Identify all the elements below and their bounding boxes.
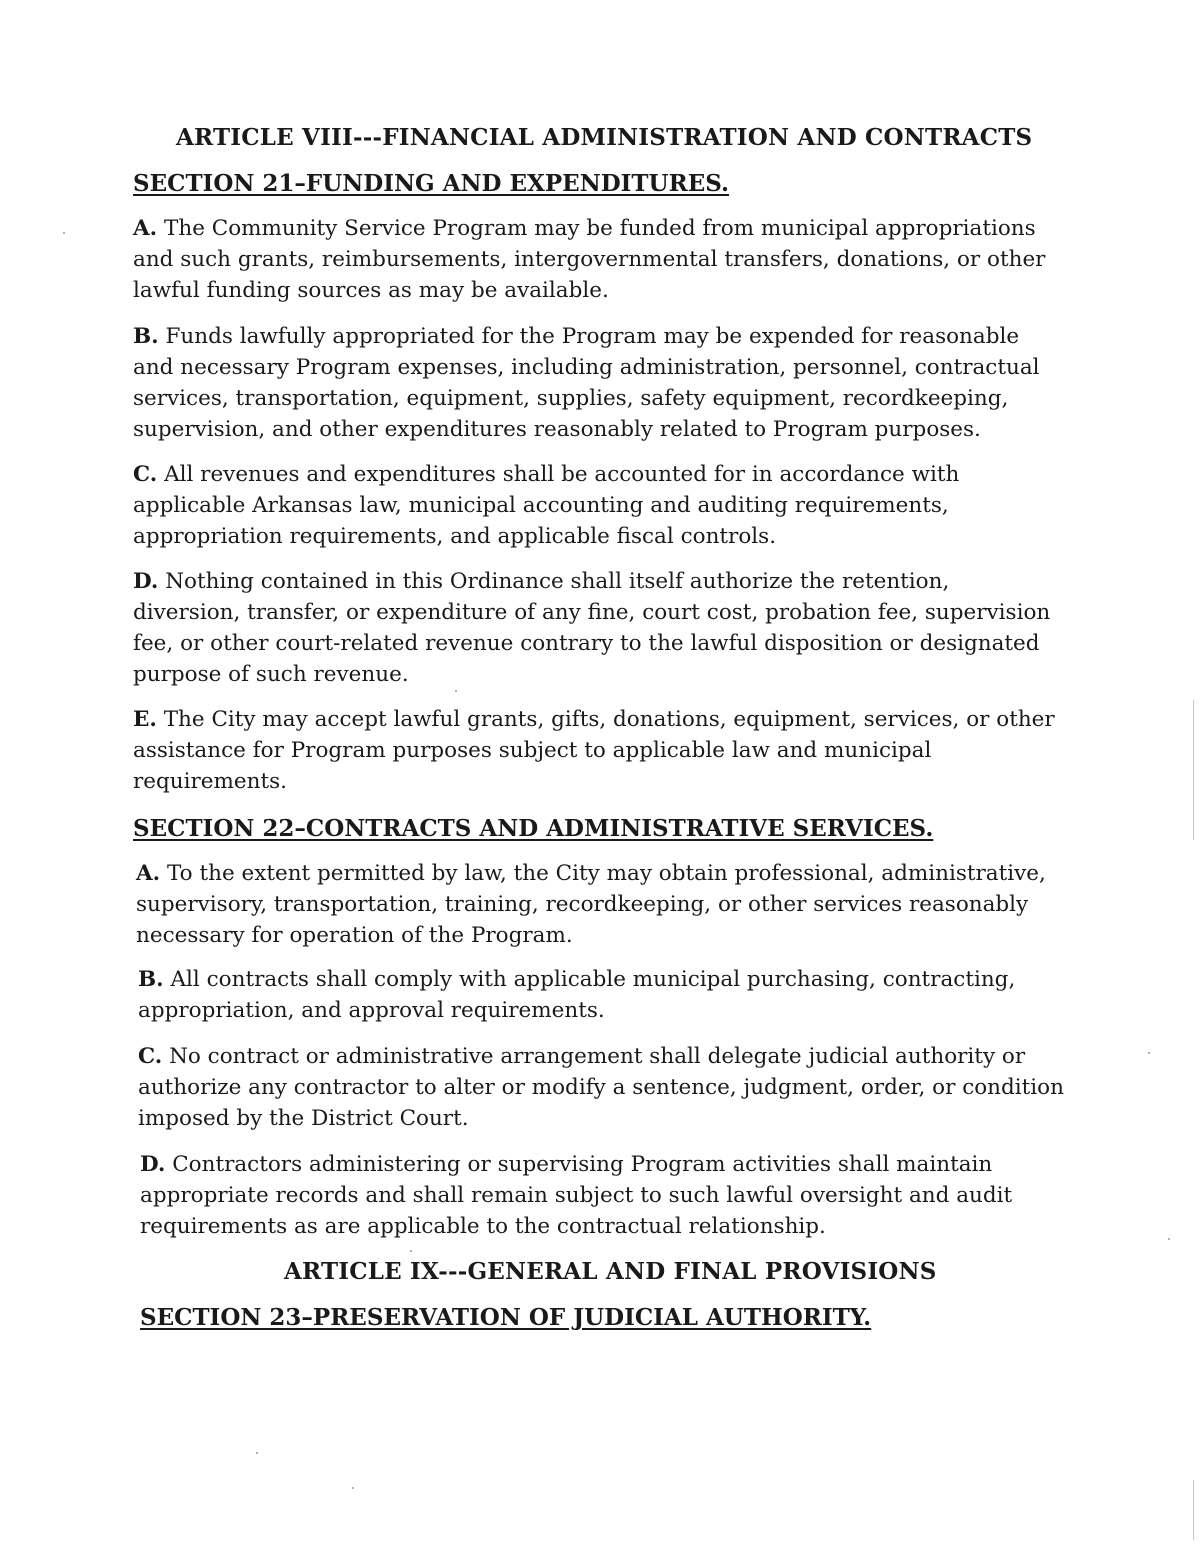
paragraph-label: B. bbox=[133, 324, 159, 349]
paragraph-text: All contracts shall comply with applicable municipal purchasing, contracting, appropriation, and approval requirements. bbox=[138, 967, 1016, 1023]
scan-speck bbox=[1168, 1238, 1170, 1240]
paragraph-label: C. bbox=[133, 462, 158, 487]
section-21-paragraph-d bbox=[133, 566, 1063, 690]
paragraph-text: The City may accept lawful grants, gifts, donations, equipment, services, or other assistance for Program purposes subject to applicable law and municipal requirements. bbox=[133, 707, 1055, 794]
scan-speck bbox=[1148, 1052, 1150, 1054]
section-22-paragraph-d bbox=[140, 1149, 1070, 1242]
article-viii-heading: ARTICLE VIII---FINANCIAL ADMINISTRATION AND CONTRACTS bbox=[176, 124, 1033, 151]
paragraph-label: E. bbox=[133, 707, 157, 732]
paragraph-label: B. bbox=[138, 967, 164, 992]
paragraph-label: D. bbox=[140, 1152, 166, 1177]
paragraph-text: No contract or administrative arrangement shall delegate judicial authority or authorize any contractor to alter or modify a sentence, judgment, order, or condition imposed by the District Court. bbox=[138, 1044, 1064, 1131]
paragraph-text: Contractors administering or supervising Program activities shall maintain appropriate records and shall remain subject to such lawful oversight and audit requirements as are applicable to the contractual relationship. bbox=[140, 1152, 1013, 1239]
section-23-heading: SECTION 23–PRESERVATION OF JUDICIAL AUTHORITY. bbox=[140, 1304, 872, 1331]
section-21-paragraph-c bbox=[133, 459, 1063, 552]
scan-speck bbox=[410, 1250, 412, 1252]
paragraph-text: All revenues and expenditures shall be accounted for in accordance with applicable Arkansas law, municipal accounting and auditing requirements, appropriation requirements, and applicable fiscal controls. bbox=[133, 462, 960, 549]
paragraph-label: D. bbox=[133, 569, 159, 594]
scan-speck bbox=[256, 1452, 258, 1454]
paragraph-text: Nothing contained in this Ordinance shall itself authorize the retention, diversion, transfer, or expenditure of any fine, court cost, probation fee, supervision fee, or other court-related revenue contrary to the lawful disposition or designated purpose of such revenue. bbox=[133, 569, 1051, 687]
paragraph-label: C. bbox=[138, 1044, 163, 1069]
section-22-paragraph-a bbox=[136, 858, 1066, 951]
section-22-paragraph-b bbox=[138, 964, 1068, 1026]
paragraph-label: A. bbox=[133, 216, 158, 241]
section-22-paragraph-c bbox=[138, 1041, 1068, 1134]
section-21-paragraph-a bbox=[133, 213, 1063, 306]
scan-edge-mark bbox=[1193, 1480, 1194, 1540]
section-22-heading: SECTION 22–CONTRACTS AND ADMINISTRATIVE SERVICES. bbox=[133, 815, 934, 842]
scan-edge-mark bbox=[1193, 700, 1194, 840]
section-21-paragraph-b bbox=[133, 321, 1063, 445]
scan-speck bbox=[63, 232, 65, 234]
article-ix-heading: ARTICLE IX---GENERAL AND FINAL PROVISIONS bbox=[284, 1258, 937, 1285]
paragraph-text: Funds lawfully appropriated for the Program may be expended for reasonable and necessary Program expenses, including administration, personnel, contractual services, transportation, equipment, supplies, safety equipment, recordkeeping, supervision, and other expenditures reasonably related to Program purposes. bbox=[133, 324, 1040, 442]
paragraph-text: To the extent permitted by law, the City may obtain professional, administrative, supervisory, transportation, training, recordkeeping, or other services reasonably necessary for operation of the Program. bbox=[136, 861, 1046, 948]
paragraph-text: The Community Service Program may be funded from municipal appropriations and such grants, reimbursements, intergovernmental transfers, donations, or other lawful funding sources as may be available. bbox=[133, 216, 1046, 303]
section-21-paragraph-e bbox=[133, 704, 1063, 797]
scan-speck bbox=[455, 690, 457, 692]
section-21-heading: SECTION 21–FUNDING AND EXPENDITURES. bbox=[133, 170, 730, 197]
scan-speck bbox=[352, 1487, 354, 1489]
paragraph-label: A. bbox=[136, 861, 161, 886]
